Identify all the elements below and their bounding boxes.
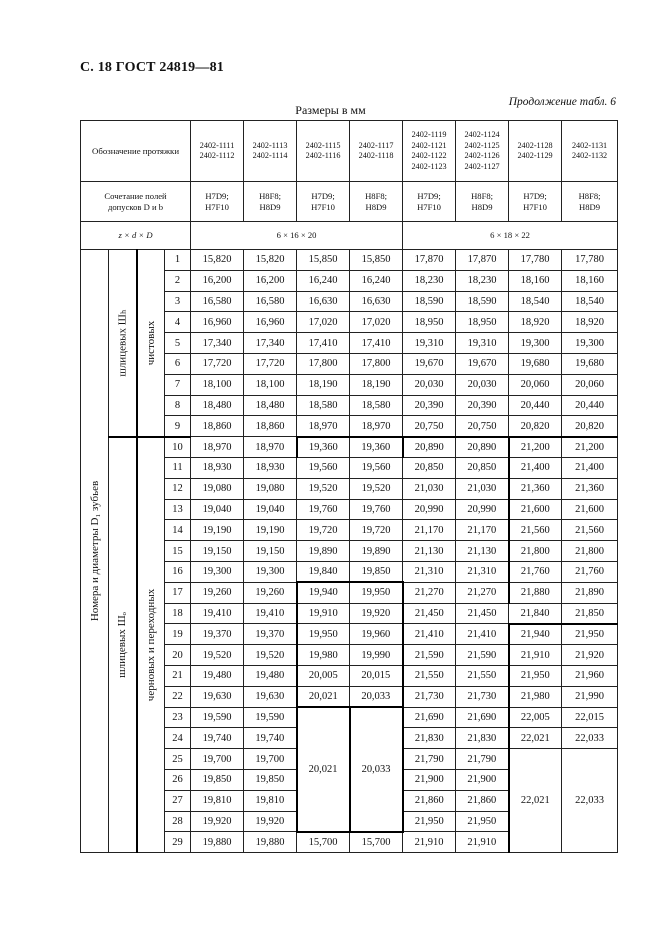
- value-cell: 19,680: [509, 353, 562, 374]
- value-cell: 21,030: [456, 478, 509, 499]
- value-cell: 20,990: [403, 499, 456, 520]
- value-cell: 19,300: [562, 333, 618, 354]
- side-label-finish: [137, 250, 165, 437]
- value-cell: 21,800: [509, 541, 562, 562]
- row-number: 5: [165, 333, 191, 354]
- value-cell: 21,450: [456, 603, 509, 624]
- value-cell: 21,690: [456, 707, 509, 728]
- value-cell: 16,630: [297, 291, 350, 312]
- value-cell: 16,960: [191, 312, 244, 333]
- merged-value-cell: 22,021: [509, 749, 562, 853]
- value-cell: 21,910: [403, 832, 456, 853]
- value-cell: 18,230: [403, 270, 456, 291]
- code-cell: 2402-1124 2402-1125 2402-1126 2402-1127: [456, 121, 509, 182]
- code-cell: 2402-1111 2402-1112: [191, 121, 244, 182]
- value-cell: 17,340: [191, 333, 244, 354]
- value-cell: 19,880: [191, 832, 244, 853]
- value-cell: 19,810: [191, 790, 244, 811]
- value-cell: 17,410: [350, 333, 403, 354]
- value-cell: 19,630: [244, 686, 297, 707]
- zdD-value: 6 × 18 × 22: [403, 222, 618, 250]
- value-cell: 21,270: [403, 582, 456, 603]
- value-cell: 18,480: [244, 395, 297, 416]
- value-cell: 19,080: [244, 478, 297, 499]
- side-label-rough: [137, 437, 165, 853]
- value-cell: 19,080: [191, 478, 244, 499]
- side-label-shd-text: шлицевых Шₒ: [116, 612, 129, 678]
- row-number: 8: [165, 395, 191, 416]
- tolerance-cell: H7D9; H7F10: [509, 182, 562, 222]
- value-cell: 15,700: [350, 832, 403, 853]
- value-cell: 21,760: [509, 561, 562, 582]
- page-header: С. 18 ГОСТ 24819—81: [80, 60, 224, 75]
- value-cell: 15,850: [297, 250, 350, 271]
- row-number: 22: [165, 686, 191, 707]
- row-number: 29: [165, 832, 191, 853]
- value-cell: 19,760: [297, 499, 350, 520]
- value-cell: 16,630: [350, 291, 403, 312]
- value-cell: 19,760: [350, 499, 403, 520]
- value-cell: 21,900: [403, 769, 456, 790]
- value-cell: 19,810: [244, 790, 297, 811]
- value-cell: 19,410: [244, 603, 297, 624]
- value-cell: 21,830: [456, 728, 509, 749]
- zdD-value: 6 × 16 × 20: [191, 222, 403, 250]
- value-cell: 19,520: [350, 478, 403, 499]
- value-cell: 21,950: [562, 624, 618, 645]
- zdD-header: z × d × D: [81, 222, 191, 250]
- row-number: 7: [165, 374, 191, 395]
- value-cell: 21,130: [403, 541, 456, 562]
- value-cell: 21,910: [456, 832, 509, 853]
- value-cell: 20,030: [403, 374, 456, 395]
- value-cell: 19,520: [244, 645, 297, 666]
- row-number: 21: [165, 665, 191, 686]
- value-cell: 21,690: [403, 707, 456, 728]
- value-cell: 21,200: [562, 437, 618, 458]
- value-cell: 19,370: [191, 624, 244, 645]
- side-label-shb-text: шлицевых Шₕ: [116, 309, 129, 377]
- value-cell: 21,560: [562, 520, 618, 541]
- value-cell: 18,860: [244, 416, 297, 437]
- value-cell: 18,920: [562, 312, 618, 333]
- value-cell: 18,480: [191, 395, 244, 416]
- value-cell: 16,960: [244, 312, 297, 333]
- tolerance-cell: H8F8; H8D9: [350, 182, 403, 222]
- value-cell: 19,310: [403, 333, 456, 354]
- value-cell: 20,021: [297, 686, 350, 707]
- code-cell: 2402-1113 2402-1114: [244, 121, 297, 182]
- value-cell: 19,370: [244, 624, 297, 645]
- value-cell: 19,360: [297, 437, 350, 458]
- value-cell: 18,160: [509, 270, 562, 291]
- value-cell: 18,100: [191, 374, 244, 395]
- value-cell: 21,400: [562, 457, 618, 478]
- value-cell: 21,950: [456, 811, 509, 832]
- value-cell: 21,600: [509, 499, 562, 520]
- tolerance-cell: H7D9; H7F10: [403, 182, 456, 222]
- value-cell: 19,720: [297, 520, 350, 541]
- value-cell: 18,540: [562, 291, 618, 312]
- value-cell: 21,310: [456, 561, 509, 582]
- merged-value-cell: 20,021: [297, 707, 350, 832]
- value-cell: 21,310: [403, 561, 456, 582]
- value-cell: 19,670: [456, 353, 509, 374]
- row-number: 24: [165, 728, 191, 749]
- value-cell: 21,850: [562, 603, 618, 624]
- tolerance-header: Сочетание полей допусков D и b: [81, 182, 191, 222]
- value-cell: 21,940: [509, 624, 562, 645]
- value-cell: 19,260: [244, 582, 297, 603]
- value-cell: 19,940: [297, 582, 350, 603]
- row-number: 1: [165, 250, 191, 271]
- value-cell: 22,005: [509, 707, 562, 728]
- value-cell: 18,590: [456, 291, 509, 312]
- value-cell: 19,960: [350, 624, 403, 645]
- value-cell: 20,850: [456, 457, 509, 478]
- value-cell: 18,930: [244, 457, 297, 478]
- value-cell: 17,720: [191, 353, 244, 374]
- value-cell: 19,980: [297, 645, 350, 666]
- value-cell: 21,560: [509, 520, 562, 541]
- value-cell: 21,730: [403, 686, 456, 707]
- row-number: 15: [165, 541, 191, 562]
- code-cell: 2402-1117 2402-1118: [350, 121, 403, 182]
- broach-table: [80, 120, 618, 853]
- value-cell: 18,160: [562, 270, 618, 291]
- value-cell: 21,860: [456, 790, 509, 811]
- value-cell: 22,021: [509, 728, 562, 749]
- value-cell: 16,580: [191, 291, 244, 312]
- row-number: 23: [165, 707, 191, 728]
- side-label-outer: [81, 250, 109, 853]
- row-number: 18: [165, 603, 191, 624]
- value-cell: 19,360: [350, 437, 403, 458]
- value-cell: 19,590: [244, 707, 297, 728]
- value-cell: 19,990: [350, 645, 403, 666]
- value-cell: 19,910: [297, 603, 350, 624]
- value-cell: 19,560: [350, 457, 403, 478]
- value-cell: 21,170: [456, 520, 509, 541]
- value-cell: 18,190: [297, 374, 350, 395]
- value-cell: 19,740: [191, 728, 244, 749]
- row-number: 4: [165, 312, 191, 333]
- value-cell: 21,590: [403, 645, 456, 666]
- value-cell: 19,950: [350, 582, 403, 603]
- value-cell: 18,930: [191, 457, 244, 478]
- value-cell: 21,900: [456, 769, 509, 790]
- value-cell: 20,390: [403, 395, 456, 416]
- value-cell: 21,170: [403, 520, 456, 541]
- value-cell: 15,850: [350, 250, 403, 271]
- row-number: 14: [165, 520, 191, 541]
- value-cell: 18,190: [350, 374, 403, 395]
- row-number: 26: [165, 769, 191, 790]
- value-cell: 19,150: [244, 541, 297, 562]
- value-cell: 19,920: [350, 603, 403, 624]
- row-number: 13: [165, 499, 191, 520]
- row-number: 10: [165, 437, 191, 458]
- value-cell: 17,870: [403, 250, 456, 271]
- value-cell: 20,850: [403, 457, 456, 478]
- value-cell: 20,030: [456, 374, 509, 395]
- value-cell: 20,440: [509, 395, 562, 416]
- value-cell: 18,970: [350, 416, 403, 437]
- value-cell: 20,890: [456, 437, 509, 458]
- value-cell: 17,780: [509, 250, 562, 271]
- value-cell: 17,410: [297, 333, 350, 354]
- value-cell: 20,750: [403, 416, 456, 437]
- value-cell: 19,310: [456, 333, 509, 354]
- value-cell: 21,880: [509, 582, 562, 603]
- value-cell: 18,860: [191, 416, 244, 437]
- value-cell: 21,590: [456, 645, 509, 666]
- sizes-label: Размеры в мм: [295, 103, 366, 117]
- value-cell: 19,670: [403, 353, 456, 374]
- value-cell: 21,990: [562, 686, 618, 707]
- value-cell: 18,920: [509, 312, 562, 333]
- value-cell: 21,840: [509, 603, 562, 624]
- value-cell: 18,970: [244, 437, 297, 458]
- row-number: 27: [165, 790, 191, 811]
- value-cell: 19,300: [191, 561, 244, 582]
- value-cell: 18,230: [456, 270, 509, 291]
- value-cell: 18,100: [244, 374, 297, 395]
- value-cell: 17,870: [456, 250, 509, 271]
- value-cell: 19,560: [297, 457, 350, 478]
- side-label-shd: [109, 437, 137, 853]
- value-cell: 22,015: [562, 707, 618, 728]
- value-cell: 21,890: [562, 582, 618, 603]
- value-cell: 21,410: [403, 624, 456, 645]
- value-cell: 19,040: [191, 499, 244, 520]
- value-cell: 21,760: [562, 561, 618, 582]
- value-cell: 19,190: [244, 520, 297, 541]
- row-number: 3: [165, 291, 191, 312]
- value-cell: 20,060: [562, 374, 618, 395]
- tolerance-cell: H7D9; H7F10: [297, 182, 350, 222]
- value-cell: 21,600: [562, 499, 618, 520]
- value-cell: 19,700: [191, 749, 244, 770]
- value-cell: 19,480: [244, 665, 297, 686]
- value-cell: 17,780: [562, 250, 618, 271]
- code-cell: 2402-1131 2402-1132: [562, 121, 618, 182]
- side-label-shb: [109, 250, 137, 437]
- value-cell: 19,720: [350, 520, 403, 541]
- value-cell: 15,700: [297, 832, 350, 853]
- value-cell: 21,910: [509, 645, 562, 666]
- value-cell: 21,550: [403, 665, 456, 686]
- value-cell: 19,300: [509, 333, 562, 354]
- value-cell: 18,580: [350, 395, 403, 416]
- value-cell: 21,920: [562, 645, 618, 666]
- row-number: 2: [165, 270, 191, 291]
- row-number: 12: [165, 478, 191, 499]
- value-cell: 19,840: [297, 561, 350, 582]
- value-cell: 21,130: [456, 541, 509, 562]
- side-label-outer-text: Номера и диаметры D₁ зубьев: [88, 480, 101, 622]
- value-cell: 20,015: [350, 665, 403, 686]
- value-cell: 21,860: [403, 790, 456, 811]
- value-cell: 19,150: [191, 541, 244, 562]
- value-cell: 21,450: [403, 603, 456, 624]
- value-cell: 19,300: [244, 561, 297, 582]
- value-cell: 21,400: [509, 457, 562, 478]
- value-cell: 17,800: [350, 353, 403, 374]
- row-number: 6: [165, 353, 191, 374]
- value-cell: 19,040: [244, 499, 297, 520]
- value-cell: 21,980: [509, 686, 562, 707]
- side-label-rough-text: черновых и переходных: [144, 588, 157, 702]
- value-cell: 15,820: [244, 250, 297, 271]
- row-number: 19: [165, 624, 191, 645]
- code-cell: 2402-1115 2402-1116: [297, 121, 350, 182]
- code-cell: 2402-1119 2402-1121 2402-1122 2402-1123: [403, 121, 456, 182]
- value-cell: 19,410: [191, 603, 244, 624]
- value-cell: 21,830: [403, 728, 456, 749]
- value-cell: 21,950: [509, 665, 562, 686]
- continuation-label: Продолжение табл. 6: [508, 96, 616, 108]
- value-cell: 19,920: [191, 811, 244, 832]
- value-cell: 19,520: [297, 478, 350, 499]
- tolerance-cell: H8F8; H8D9: [456, 182, 509, 222]
- value-cell: 21,410: [456, 624, 509, 645]
- value-cell: 16,200: [244, 270, 297, 291]
- row-number: 11: [165, 457, 191, 478]
- value-cell: 21,360: [562, 478, 618, 499]
- value-cell: 17,020: [350, 312, 403, 333]
- side-label-finish-text: чистовых: [144, 320, 157, 366]
- value-cell: 20,390: [456, 395, 509, 416]
- value-cell: 20,440: [562, 395, 618, 416]
- value-cell: 17,720: [244, 353, 297, 374]
- row-number: 9: [165, 416, 191, 437]
- value-cell: 17,800: [297, 353, 350, 374]
- value-cell: 22,033: [562, 728, 618, 749]
- value-cell: 18,950: [456, 312, 509, 333]
- value-cell: 19,260: [191, 582, 244, 603]
- value-cell: 19,890: [297, 541, 350, 562]
- value-cell: 18,950: [403, 312, 456, 333]
- value-cell: 19,850: [191, 769, 244, 790]
- value-cell: 21,200: [509, 437, 562, 458]
- value-cell: 21,270: [456, 582, 509, 603]
- value-cell: 20,005: [297, 665, 350, 686]
- value-cell: 19,920: [244, 811, 297, 832]
- value-cell: 21,030: [403, 478, 456, 499]
- value-cell: 17,020: [297, 312, 350, 333]
- tolerance-cell: H7D9; H7F10: [191, 182, 244, 222]
- row-number: 25: [165, 749, 191, 770]
- value-cell: 19,680: [562, 353, 618, 374]
- designation-header: Обозначение протяжки: [81, 121, 191, 182]
- value-cell: 19,190: [191, 520, 244, 541]
- value-cell: 21,950: [403, 811, 456, 832]
- value-cell: 18,580: [297, 395, 350, 416]
- value-cell: 19,880: [244, 832, 297, 853]
- value-cell: 19,950: [297, 624, 350, 645]
- value-cell: 21,960: [562, 665, 618, 686]
- value-cell: 20,820: [562, 416, 618, 437]
- value-cell: 19,890: [350, 541, 403, 562]
- code-cell: 2402-1128 2402-1129: [509, 121, 562, 182]
- value-cell: 20,033: [350, 686, 403, 707]
- value-cell: 18,540: [509, 291, 562, 312]
- value-cell: 20,820: [509, 416, 562, 437]
- value-cell: 19,630: [191, 686, 244, 707]
- value-cell: 21,790: [403, 749, 456, 770]
- merged-value-cell: 22,033: [562, 749, 618, 853]
- value-cell: 19,740: [244, 728, 297, 749]
- value-cell: 20,060: [509, 374, 562, 395]
- value-cell: 18,590: [403, 291, 456, 312]
- value-cell: 20,990: [456, 499, 509, 520]
- value-cell: 21,550: [456, 665, 509, 686]
- row-number: 28: [165, 811, 191, 832]
- value-cell: 19,590: [191, 707, 244, 728]
- value-cell: 21,360: [509, 478, 562, 499]
- value-cell: 19,850: [350, 561, 403, 582]
- value-cell: 20,890: [403, 437, 456, 458]
- value-cell: 19,480: [191, 665, 244, 686]
- value-cell: 16,240: [297, 270, 350, 291]
- tolerance-cell: H8F8; H8D9: [244, 182, 297, 222]
- value-cell: 16,240: [350, 270, 403, 291]
- value-cell: 21,800: [562, 541, 618, 562]
- row-number: 16: [165, 561, 191, 582]
- value-cell: 19,850: [244, 769, 297, 790]
- value-cell: 17,340: [244, 333, 297, 354]
- row-number: 20: [165, 645, 191, 666]
- value-cell: 18,970: [297, 416, 350, 437]
- row-number: 17: [165, 582, 191, 603]
- value-cell: 21,730: [456, 686, 509, 707]
- value-cell: 16,580: [244, 291, 297, 312]
- value-cell: 16,200: [191, 270, 244, 291]
- value-cell: 15,820: [191, 250, 244, 271]
- merged-value-cell: 20,033: [350, 707, 403, 832]
- value-cell: 19,700: [244, 749, 297, 770]
- value-cell: 21,790: [456, 749, 509, 770]
- value-cell: 20,750: [456, 416, 509, 437]
- value-cell: 18,970: [191, 437, 244, 458]
- tolerance-cell: H8F8; H8D9: [562, 182, 618, 222]
- value-cell: 19,520: [191, 645, 244, 666]
